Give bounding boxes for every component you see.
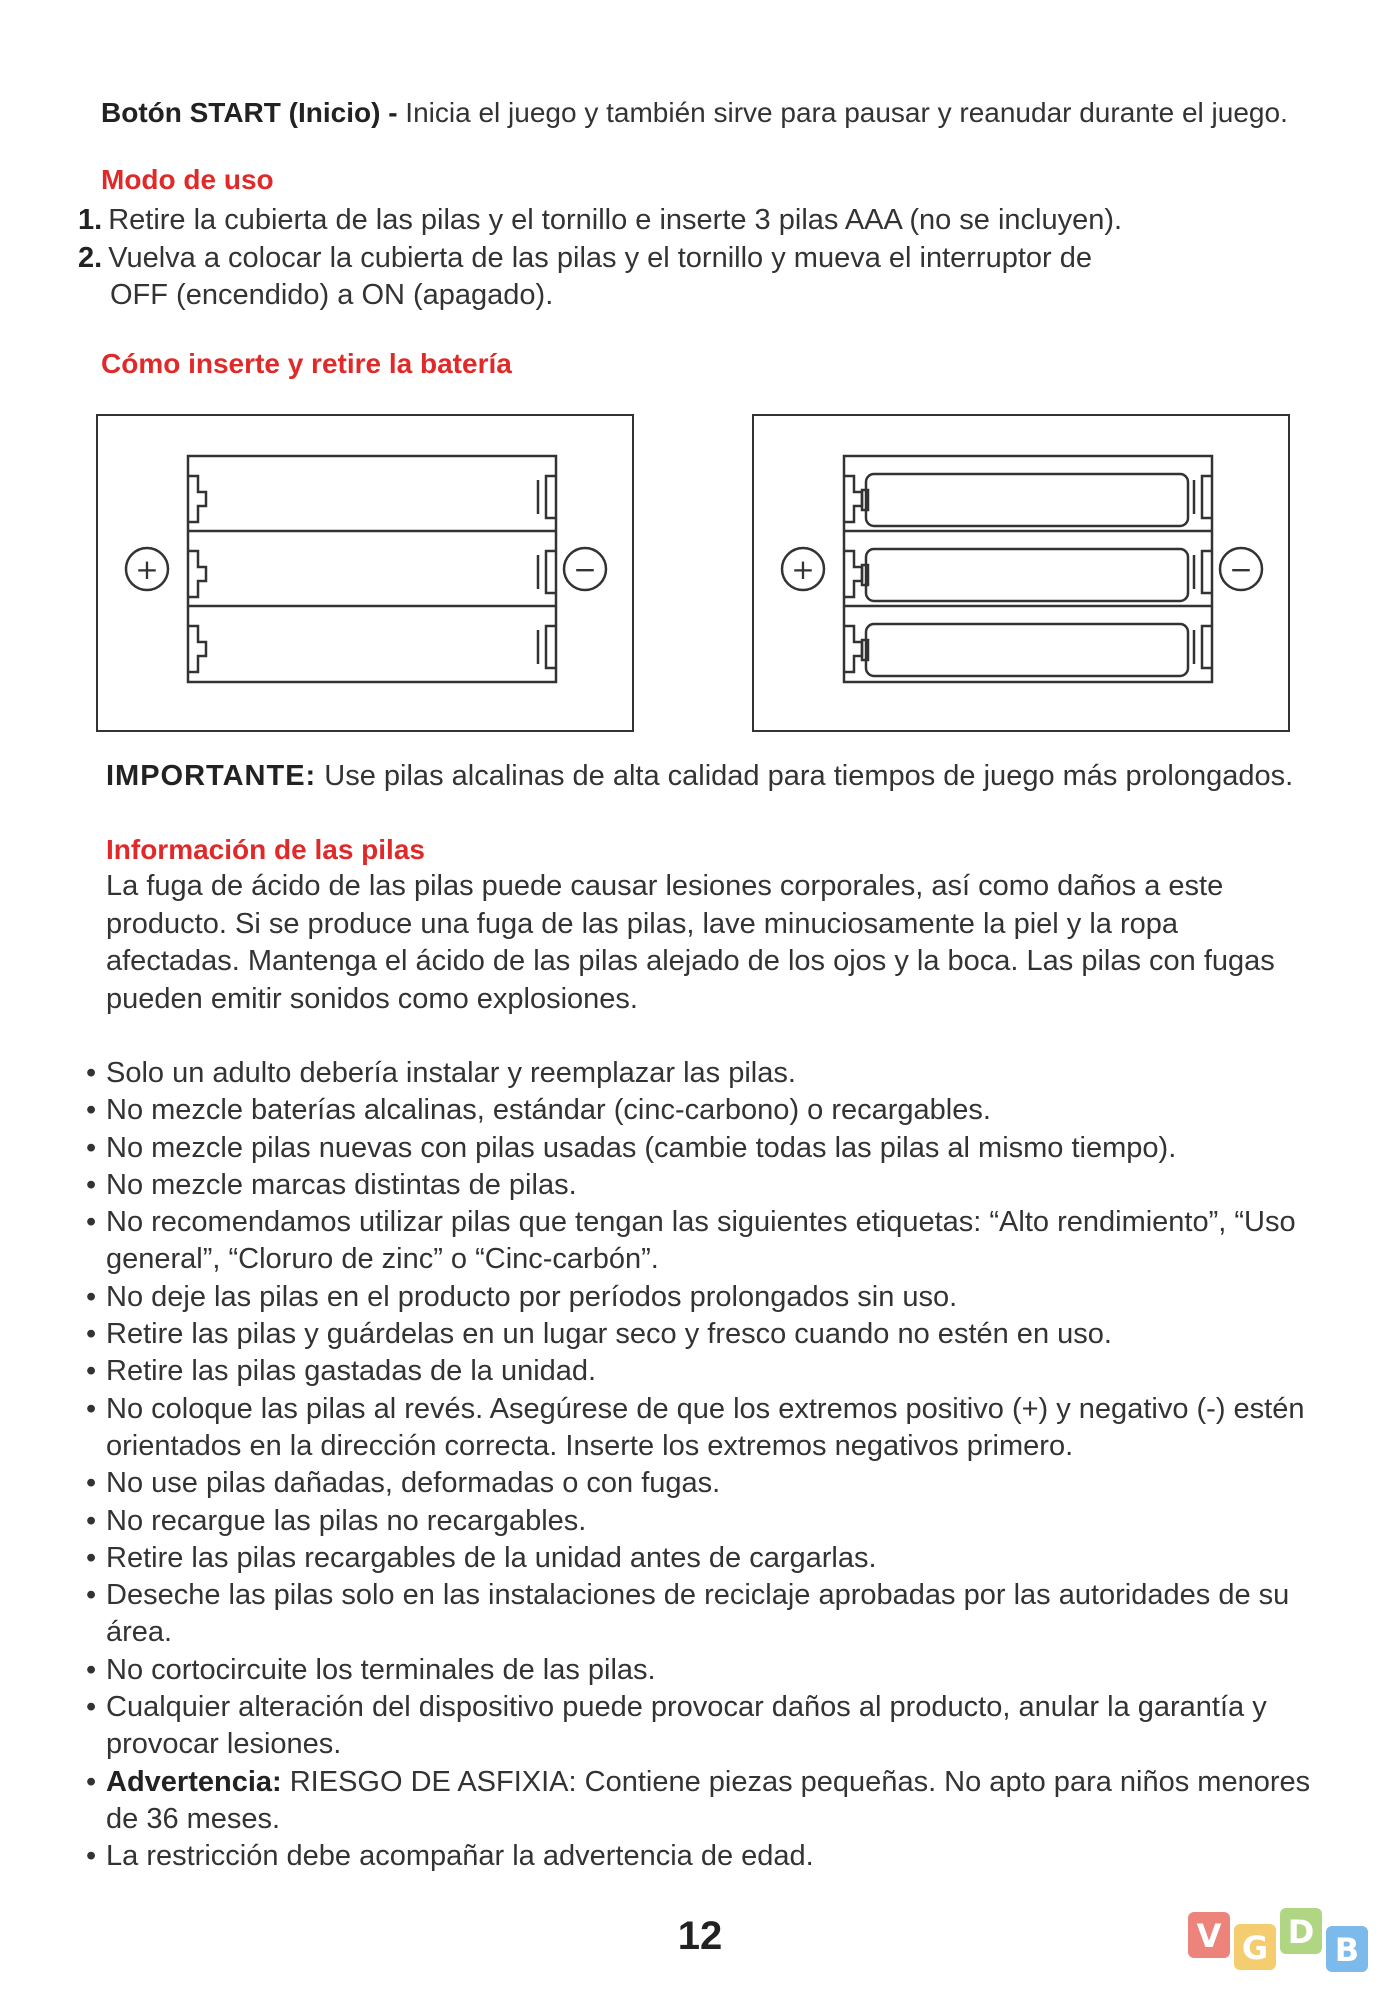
list-item: • Cualquier alteración del dispositivo puede provocar daños al producto, anular la garantía y provocar lesiones. bbox=[86, 1689, 1326, 1764]
full-compartment-illustration bbox=[754, 416, 1288, 730]
list-item: • Deseche las pilas solo en las instalaciones de reciclaje aprobadas por las autoridades de su área. bbox=[86, 1577, 1326, 1652]
important-note bbox=[106, 758, 1293, 795]
start-button-text: Inicia el juego y también sirve para pausar y reanudar durante el juego. bbox=[397, 97, 1288, 128]
important-text: Use pilas alcalinas de alta calidad para tiempos de juego más prolongados. bbox=[316, 760, 1294, 792]
list-item: • Retire las pilas gastadas de la unidad. bbox=[86, 1353, 1326, 1390]
warning-list-item bbox=[86, 1764, 1326, 1839]
modo-de-uso-heading: Modo de uso bbox=[101, 164, 274, 195]
logo-letter-b: B bbox=[1334, 1931, 1360, 1969]
minus-symbol-right: − bbox=[1229, 553, 1253, 586]
plus-symbol-right: + bbox=[791, 553, 815, 586]
list-item: • La restricción debe acompañar la advertencia de edad. bbox=[86, 1838, 1326, 1875]
warning-label: Advertencia: bbox=[106, 1765, 282, 1798]
empty-compartment-illustration bbox=[98, 416, 632, 730]
list-item: • Retire las pilas recargables de la unidad antes de cargarlas. bbox=[86, 1540, 1326, 1577]
minus-symbol-left: − bbox=[573, 553, 597, 586]
list-item: • No mezcle baterías alcalinas, estándar (cinc-carbono) o recargables. bbox=[86, 1092, 1326, 1129]
plus-symbol-left: + bbox=[135, 553, 159, 586]
step-2-text: Vuelva a colocar la cubierta de las pilas y el tornillo y mueva el interruptor de bbox=[108, 242, 1093, 274]
list-item: • No mezcle pilas nuevas con pilas usadas (cambie todas las pilas al mismo tiempo). bbox=[86, 1130, 1326, 1167]
list-item: • No recomendamos utilizar pilas que tengan las siguientes etiquetas: “Alto rendimiento”, “Uso general”, “Cloruro de zinc” o “Cinc-carbón”. bbox=[86, 1204, 1326, 1279]
list-item: • No mezcle marcas distintas de pilas. bbox=[86, 1167, 1326, 1204]
list-item: • No recargue las pilas no recargables. bbox=[86, 1503, 1326, 1540]
step-2-number: 2. bbox=[78, 242, 103, 274]
logo-letter-g: G bbox=[1241, 1929, 1269, 1967]
page-number: 12 bbox=[677, 1914, 723, 1958]
logo-letter-v: V bbox=[1196, 1917, 1222, 1955]
step-1 bbox=[78, 202, 1122, 239]
logo-letter-d: D bbox=[1287, 1913, 1315, 1951]
battery-compartment-full-diagram bbox=[752, 414, 1290, 732]
list-item: • No deje las pilas en el producto por períodos prolongados sin uso. bbox=[86, 1279, 1326, 1316]
battery-insert-heading: Cómo inserte y retire la batería bbox=[101, 348, 512, 379]
step-1-number: 1. bbox=[78, 204, 103, 236]
battery-safety-list bbox=[86, 1055, 1326, 1876]
list-item: • No use pilas dañadas, deformadas o con fugas. bbox=[86, 1465, 1326, 1502]
battery-info-heading: Información de las pilas bbox=[106, 834, 425, 865]
vgdb-watermark-logo bbox=[1184, 1898, 1384, 1980]
step-2-continuation: OFF (encendido) a ON (apagado). bbox=[110, 279, 554, 311]
start-button-description bbox=[101, 94, 1288, 131]
step-2 bbox=[78, 240, 1092, 277]
step-1-text: Retire la cubierta de las pilas y el tornillo e inserte 3 pilas AAA (no se incluyen). bbox=[108, 204, 1123, 236]
list-item: • No cortocircuite los terminales de las pilas. bbox=[86, 1652, 1326, 1689]
battery-compartment-empty-diagram bbox=[96, 414, 634, 732]
battery-info-paragraph: La fuga de ácido de las pilas puede causar lesiones corporales, así como daños a este producto. Si se produce una fuga de las pilas, lave minuciosamente la piel y la ropa afectadas. Mantenga el ácido de las pilas alejado de los ojos y la boca. Las pilas con fugas pueden emitir sonidos como explosiones. bbox=[106, 870, 1275, 1015]
warning-text: RIESGO DE ASFIXIA: Contiene piezas pequeñas. No apto para niños menores de 36 meses. bbox=[106, 1765, 1311, 1835]
important-label: IMPORTANTE: bbox=[106, 760, 317, 792]
list-item: • Solo un adulto debería instalar y reemplazar las pilas. bbox=[86, 1055, 1326, 1092]
list-item: • Retire las pilas y guárdelas en un lugar seco y fresco cuando no estén en uso. bbox=[86, 1316, 1326, 1353]
start-button-label: Botón START (Inicio) - bbox=[101, 97, 398, 128]
list-item: • No coloque las pilas al revés. Asegúrese de que los extremos positivo (+) y negativo (-) estén orientados en la dirección correcta. Inserte los extremos negativos primero. bbox=[86, 1391, 1326, 1466]
